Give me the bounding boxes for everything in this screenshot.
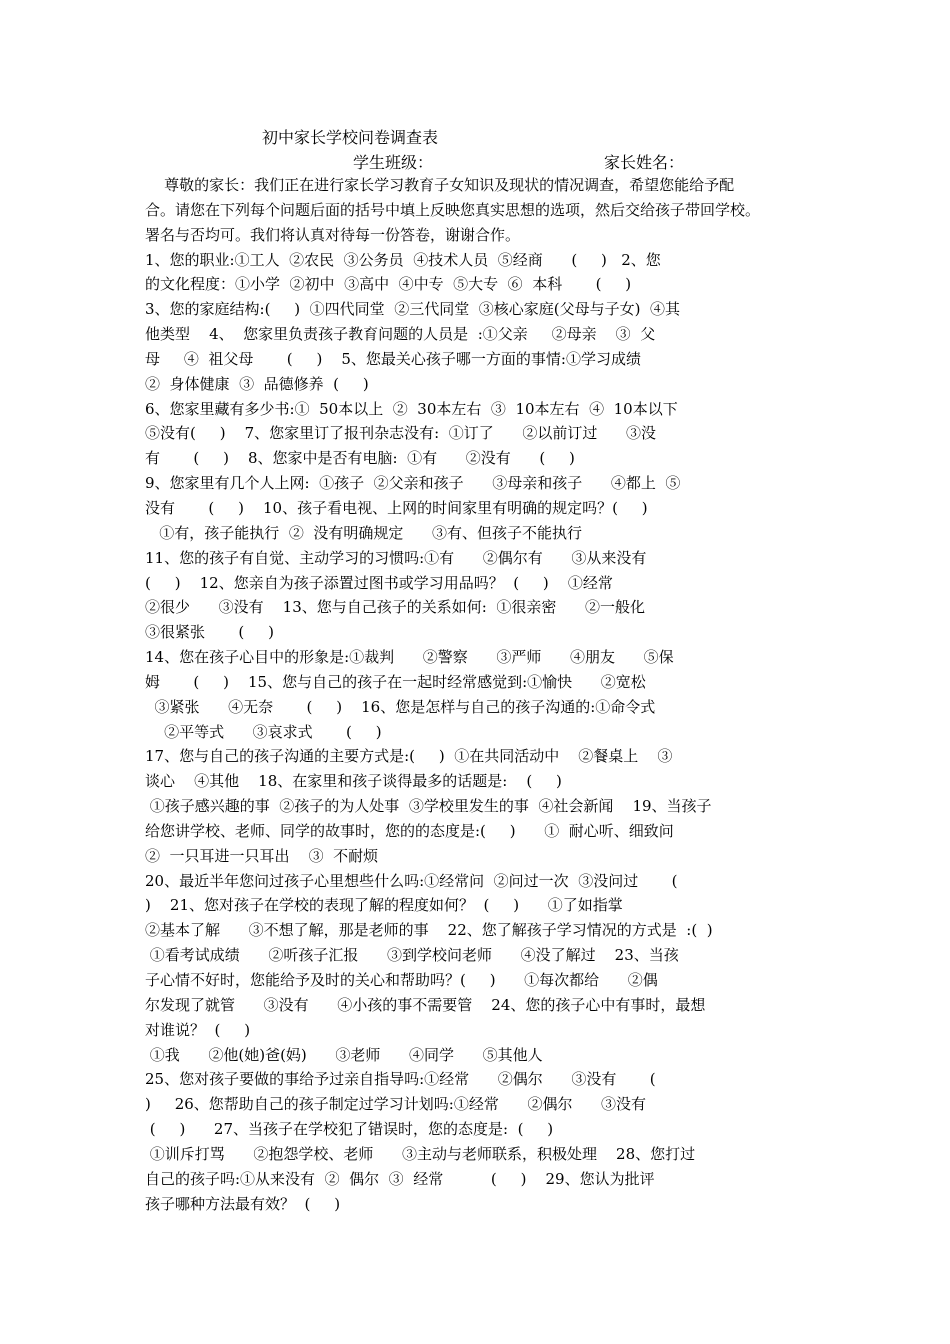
text-line: ①看考试成绩 ②听孩子汇报 ③到学校问老师 ④没了解过 23、当孩	[145, 946, 679, 965]
text-line: 有 ( ) 8、您家中是否有电脑: ①有 ②没有 ( )	[145, 449, 575, 468]
text-line: 他类型 4、 您家里负责孩子教育问题的人员是 :①父亲 ②母亲 ③ 父	[145, 325, 656, 344]
text-line: 6、您家里藏有多少书:① 50本以上 ② 30本左右 ③ 10本左右 ④ 10本以下	[145, 399, 678, 418]
text-line: 14、您在孩子心目中的形象是:①裁判 ②警察 ③严师 ④朋友 ⑤保	[145, 648, 674, 667]
text-line: 给您讲学校、老师、同学的故事时，您的的态度是:( ) ① 耐心听、细致问	[145, 821, 674, 840]
text-line: 1、您的职业:①工人 ②农民 ③公务员 ④技术人员 ⑤经商 ( ) 2、您	[145, 250, 661, 269]
page-title: 初中家长学校问卷调查表	[262, 128, 439, 147]
text-line: 的文化程度：①小学 ②初中 ③高中 ④中专 ⑤大专 ⑥ 本科 ( )	[145, 275, 632, 294]
text-line: ①训斥打骂 ②抱怨学校、老师 ③主动与老师联系，积极处理 28、您打过	[145, 1144, 696, 1163]
student-class-label: 学生班级：	[353, 153, 434, 172]
text-line: 3、您的家庭结构:( ) ①四代同堂 ②三代同堂 ③核心家庭(父母与子女) ④其	[145, 300, 680, 319]
text-line: ② 身体健康 ③ 品德修养 ( )	[145, 374, 369, 393]
text-line: 25、您对孩子要做的事给予过亲自指导吗:①经常 ②偶尔 ③没有 (	[145, 1070, 656, 1089]
text-line: ② 一只耳进一只耳出 ③ 不耐烦	[145, 846, 379, 865]
text-line: 17、您与自己的孩子沟通的主要方式是:( ) ①在共同活动中 ②餐桌上 ③	[145, 747, 673, 766]
text-line: ②平等式 ③哀求式 ( )	[145, 722, 382, 741]
text-line: 姆 ( ) 15、您与自己的孩子在一起时经常感觉到:①愉快 ②宽松	[145, 672, 646, 691]
text-line: 自己的孩子吗:①从来没有 ② 偶尔 ③ 经常 ( ) 29、您认为批评	[145, 1169, 655, 1188]
text-line: 孩子哪种方法最有效？ ( )	[145, 1194, 341, 1213]
text-line: ③很紧张 ( )	[145, 623, 274, 642]
text-line: ②基本了解 ③不想了解，那是老师的事 22、您了解孩子学习情况的方式是 :( )	[145, 921, 713, 940]
text-line: ①有，孩子能执行 ② 没有明确规定 ③有、但孩子不能执行	[145, 523, 582, 542]
text-line: 尔发现了就管 ③没有 ④小孩的事不需要管 24、您的孩子心中有事时，最想	[145, 995, 706, 1014]
text-line: ③紧张 ④无奈 ( ) 16、您是怎样与自己的孩子沟通的:①命令式	[145, 697, 656, 716]
text-line: 对谁说？ ( )	[145, 1020, 251, 1039]
questionnaire-body	[145, 173, 813, 1216]
text-line: ) 21、您对孩子在学校的表现了解的程度如何？ ( ) ①了如指掌	[145, 896, 623, 915]
text-line: 11、您的孩子有自觉、主动学习的习惯吗:①有 ②偶尔有 ③从来没有	[145, 548, 647, 567]
text-line: ②很少 ③没有 13、您与自己孩子的关系如何: ①很亲密 ②一般化	[145, 598, 645, 617]
text-line: 谈心 ④其他 18、在家里和孩子谈得最多的话题是: ( )	[145, 772, 562, 791]
text-line: ) 26、您帮助自己的孩子制定过学习计划吗:①经常 ②偶尔 ③没有	[145, 1095, 647, 1114]
text-line: ①我 ②他(她)爸(妈) ③老师 ④同学 ⑤其他人	[145, 1045, 543, 1064]
text-line: 9、您家里有几个人上网: ①孩子 ②父亲和孩子 ③母亲和孩子 ④都上 ⑤	[145, 474, 681, 493]
text-line: 尊敬的家长：我们正在进行家长学习教育子女知识及现状的情况调查，希望您能给予配	[145, 176, 735, 194]
text-line: ( ) 12、您亲自为孩子添置过图书或学习用品吗？ ( ) ①经常	[145, 573, 613, 592]
text-line: ⑤没有( ) 7、您家里订了报刊杂志没有: ①订了 ②以前订过 ③没	[145, 424, 656, 443]
text-line: 20、最近半年您问过孩子心里想些什么吗:①经常问 ②问过一次 ③没问过 (	[145, 871, 678, 890]
parent-name-label: 家长姓名：	[604, 153, 685, 172]
text-line: 没有 ( ) 10、孩子看电视、上网的时间家里有明确的规定吗？( )	[145, 498, 648, 517]
text-line: 子心情不好时，您能给予及时的关心和帮助吗？( ) ①每次都给 ②偶	[145, 971, 658, 989]
text-line: ①孩子感兴趣的事 ②孩子的为人处事 ③学校里发生的事 ④社会新闻 19、当孩子	[145, 797, 712, 816]
text-line: 合。请您在下列每个问题后面的括号中填上反映您真实思想的选项，然后交给孩子带回学校。	[145, 200, 761, 219]
text-line: ( ) 27、当孩子在学校犯了错误时，您的态度是: ( )	[145, 1120, 554, 1139]
text-line: 母 ④ 祖父母 ( ) 5、您最关心孩子哪一方面的事情:①学习成绩	[145, 349, 641, 368]
text-line: 署名与否均可。我们将认真对待每一份答卷，谢谢合作。	[145, 225, 521, 244]
